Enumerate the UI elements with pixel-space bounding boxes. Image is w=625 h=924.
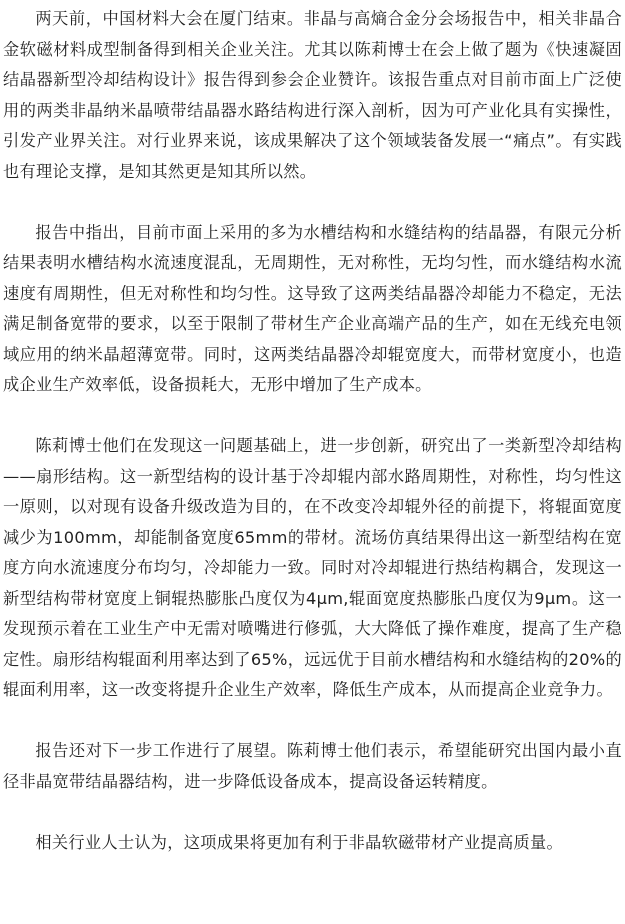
article-body bbox=[3, 4, 622, 858]
paragraph-5: 相关行业人士认为，这项成果将更加有利于非晶软磁带材产业提高质量。 bbox=[35, 832, 563, 852]
paragraph-3: 陈莉博士他们在发现这一问题基础上，进一步创新，研究出了一类新型冷却结构——扇形结构。这一新型结构的设计基于冷却辊内部水路周期性，对称性，均匀性这一原则，以对现有设备升级改造为目的，在不改变冷却辊外径的前提下，将辊面宽度减少为100mm，却能制备宽度65mm的带材。流场仿真结果得出这一新型结构在宽度方向水流速度分布均匀，冷却能力一致。同时对冷却辊进行热结构耦合，发现这一新型结构带材宽度上铜辊热膨胀凸度仅为4μm,辊面宽度热膨胀凸度仅为9μm。这一发现预示着在工业生产中无需对喷嘴进行修弧，大大降低了操作难度，提高了生产稳定性。扇形结构辊面利用率达到了65%，远远优于目前水槽结构和水缝结构的20%的辊面利用率，这一改变将提升企业生产效率，降低生产成本，从而提高企业竞争力。 bbox=[3, 436, 622, 699]
paragraph-2: 报告中指出，目前市面上采用的多为水槽结构和水缝结构的结晶器，有限元分析结果表明水槽结构水流速度混乱，无周期性，无对称性，无均匀性，而水缝结构水流速度有周期性，但无对称性和均匀性。这导致了这两类结晶器冷却能力不稳定，无法满足制备宽带的要求，以至于限制了带材生产企业高端产品的生产，如在无线充电领域应用的纳米晶超薄宽带。同时，这两类结晶器冷却辊宽度大，而带材宽度小，也造成企业生产效率低，设备损耗大，无形中增加了生产成本。 bbox=[3, 222, 622, 394]
paragraph-4: 报告还对下一步工作进行了展望。陈莉博士他们表示，希望能研究出国内最小直径非晶宽带结晶器结构，进一步降低设备成本，提高设备运转精度。 bbox=[3, 741, 622, 791]
paragraph-1: 两天前，中国材料大会在厦门结束。非晶与高熵合金分会场报告中，相关非晶合金软磁材料成型制备得到相关企业关注。尤其以陈莉博士在会上做了题为《快速凝固结晶器新型冷却结构设计》报告得到参会企业赞许。该报告重点对目前市面上广泛使用的两类非晶纳米晶喷带结晶器水路结构进行深入剖析，因为可产业化具有实操性，引发产业界关注。对行业界来说，该成果解决了这个领域装备发展一“痛点”。有实践也有理论支撑，是知其然更是知其所以然。 bbox=[3, 9, 622, 181]
